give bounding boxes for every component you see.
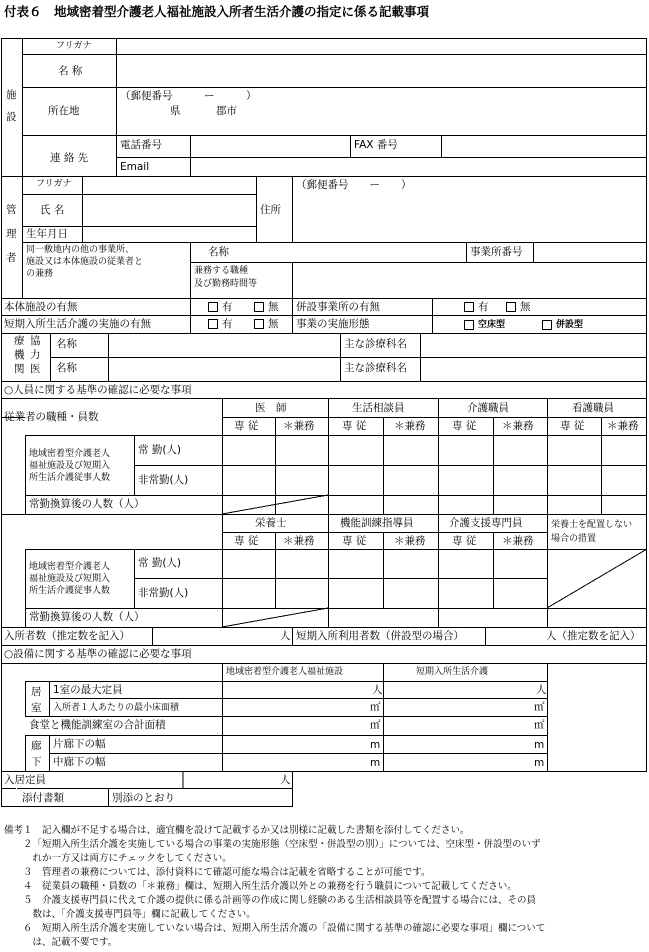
- facility-corridor-one-unit: m: [370, 739, 381, 751]
- capacity-unit: 人: [280, 774, 291, 786]
- facility-phone-label: 電話番号: [120, 139, 162, 151]
- room-area-label: 入所者１人あたりの最小床面積: [53, 703, 180, 713]
- attachment-value: 別添のとおり: [112, 792, 175, 804]
- fte-label-1: 常勤換算後の人数（人）: [29, 498, 145, 510]
- facility-room-max-unit: 人: [372, 684, 383, 696]
- annex-no-label: 無: [520, 301, 531, 313]
- form-vacant-label: 空床型: [478, 320, 506, 330]
- doctor-concurrent-header: ＊兼務: [283, 420, 315, 432]
- facility-fax-label: FAX 番号: [354, 139, 398, 151]
- manager-office-name-label: 名称: [208, 246, 229, 258]
- counselor-full-header: 専 従: [342, 420, 367, 432]
- nutrition-note-label: 栄養士を配置しない 場合の措置: [551, 520, 633, 544]
- facility-corridor-mid-unit: m: [370, 757, 381, 769]
- facility-section-label: 施設: [6, 89, 17, 123]
- room-max-label: 1室の最大定員: [53, 684, 123, 696]
- staff-group-label-1: 地域密着型介護老人 福祉施設及び短期入 所生活介護従事人数: [29, 449, 111, 483]
- facility-prefecture-text: 県: [170, 105, 181, 117]
- facility-furigana-label: フリガナ: [56, 41, 92, 51]
- note-line: は、記載不要です。: [4, 937, 118, 948]
- annex-no-checkbox[interactable]: [506, 302, 516, 312]
- care-concurrent-header: ＊兼務: [502, 420, 534, 432]
- short-stay-no-label: 無: [268, 318, 279, 330]
- doctor-full-header: 専 従: [234, 420, 259, 432]
- trainer-full-header: 専 従: [342, 535, 367, 547]
- manager-concurrent-label: 同一敷地内の他の事業所、 施設又は本体施設の従業者と の兼務: [26, 245, 144, 279]
- form-vacant-checkbox[interactable]: [464, 320, 474, 330]
- medical-dept-1-label: 主な診療科名: [344, 338, 407, 350]
- short-admission-unit: 人（推定数を記入）: [546, 630, 641, 642]
- note-line: ２「短期入所生活介護を実施している場合の事業の実施形態（空床型・併設型の別）」については、空床型・併設型のいず: [4, 839, 541, 850]
- facility-room-area-unit: ㎡: [370, 701, 381, 713]
- note-line: ３ 管理者の兼務については、添付資料にて確認可能な場合は記載を省略することが可能です。: [4, 867, 431, 878]
- facility-city-text: 郡市: [216, 105, 237, 117]
- staff-group-label-2: 地域密着型介護老人 福祉施設及び短期入 所生活介護従事人数: [29, 562, 111, 596]
- medical-char-4: 力: [30, 349, 41, 361]
- fte-label-2: 常勤換算後の人数（人）: [29, 611, 145, 623]
- short-dining-unit: ㎡: [534, 719, 545, 731]
- facility-email-label: Email: [120, 161, 150, 173]
- staff-heading: ○人員に関する基準の確認に必要な事項: [4, 384, 192, 396]
- short-corridor-one-unit: m: [534, 739, 545, 751]
- medical-char-6: 医: [30, 363, 41, 375]
- manager-name-label: 氏 名: [40, 204, 65, 216]
- manager-birthdate-label: 生年月日: [26, 228, 68, 240]
- manager-address-label: 住所: [260, 204, 281, 216]
- facility-dining-unit: ㎡: [370, 719, 381, 731]
- main-facility-no-label: 無: [268, 301, 279, 313]
- form-title: 付表６ 地域密着型介護老人福祉施設入所者生活介護の指定に係る記載事項: [4, 4, 430, 19]
- care-manager-full-header: 専 従: [452, 535, 477, 547]
- manager-section-label: 管理者: [6, 204, 17, 264]
- admission-unit: 人: [280, 630, 291, 642]
- manager-furigana-label: フリガナ: [36, 179, 72, 189]
- note-line: れか一方又は両方にチェックをしてください。: [4, 853, 232, 864]
- counselor-concurrent-header: ＊兼務: [394, 420, 426, 432]
- facility-postal-text: （郵便番号 ー ）: [120, 90, 257, 102]
- nurse-full-header: 専 従: [560, 420, 585, 432]
- short-room-area-unit: ㎡: [534, 701, 545, 713]
- fulltime-label-2: 常 勤(人): [138, 557, 182, 569]
- annex-yes-checkbox[interactable]: [464, 302, 474, 312]
- short-stay-yes-checkbox[interactable]: [208, 319, 218, 329]
- facility-address-label: 所在地: [48, 105, 80, 117]
- main-facility-yes-checkbox[interactable]: [208, 302, 218, 312]
- medical-name-1-label: 名称: [56, 338, 77, 350]
- medical-name-2-label: 名称: [56, 362, 77, 374]
- annex-yes-label: 有: [478, 301, 489, 313]
- role-care-manager-header: 介護支援専門員: [449, 517, 523, 529]
- corridor-char-1: 廊: [31, 740, 42, 752]
- parttime-label-1: 非常勤(人): [138, 474, 189, 486]
- equipment-heading: ○設備に関する基準の確認に必要な事項: [4, 648, 192, 660]
- manager-office-number-label: 事業所番号: [470, 246, 523, 258]
- note-line: 備考１ 記入欄が不足する場合は、適宜欄を設けて記載するか又は別様に記載した書類を添付してください。: [4, 825, 470, 836]
- short-stay-yes-label: 有: [222, 318, 233, 330]
- note-line: ６ 短期入所生活介護を実施していない場合は、短期入所生活介護の「設備に関する基準の確認に必要な事項」欄について: [4, 923, 546, 934]
- main-facility-no-checkbox[interactable]: [254, 302, 264, 312]
- equipment-col-short-stay: 短期入所生活介護: [416, 667, 489, 677]
- short-corridor-mid-unit: m: [534, 757, 545, 769]
- room-char-1: 居: [31, 686, 42, 698]
- room-char-2: 室: [31, 702, 42, 714]
- nurse-concurrent-header: ＊兼務: [607, 420, 639, 432]
- dining-label: 食堂と機能訓練室の合計面積: [29, 719, 166, 731]
- parttime-label-2: 非常勤(人): [138, 587, 189, 599]
- trainer-concurrent-header: ＊兼務: [394, 535, 426, 547]
- role-trainer-header: 機能訓練指導員: [340, 517, 414, 529]
- attachment-label: 添付書類: [22, 792, 64, 804]
- facility-name-label: 名 称: [58, 65, 83, 77]
- role-doctor-header: 医 師: [255, 402, 287, 414]
- nutritionist-concurrent-header: ＊兼務: [283, 535, 315, 547]
- short-stay-no-checkbox[interactable]: [254, 319, 264, 329]
- medical-char-3: 機: [14, 349, 25, 361]
- role-nutritionist-header: 栄養士: [255, 517, 287, 529]
- annex-label: 併設事業所の有無: [296, 301, 380, 313]
- form-annex-label: 併設型: [556, 320, 584, 330]
- care-full-header: 専 従: [452, 420, 477, 432]
- staff-job-count-label: 従業者の職種・員数: [4, 411, 99, 423]
- note-line: 数は、「介護支援専門員等」欄に記載してください。: [4, 909, 256, 920]
- short-stay-form-label: 事業の実施形態: [296, 318, 370, 330]
- corridor-char-2: 下: [31, 756, 42, 768]
- medical-dept-2-label: 主な診療科名: [344, 362, 407, 374]
- short-admission-label: 短期入所利用者数（併設型の場合）: [296, 630, 464, 642]
- facility-contact-label: 連 絡 先: [50, 152, 89, 164]
- equipment-col-facility: 地域密着型介護老人福祉施設: [226, 667, 344, 677]
- manager-postal-text: （郵便番号 ー ）: [296, 179, 412, 191]
- role-care-worker-header: 介護職員: [467, 402, 509, 414]
- medical-char-2: 協: [30, 335, 41, 347]
- corridor-middle-label: 中廊下の幅: [53, 756, 106, 768]
- fulltime-label-1: 常 勤(人): [138, 444, 182, 456]
- admission-label: 入所者数（推定数を記入）: [4, 630, 130, 642]
- care-manager-concurrent-header: ＊兼務: [502, 535, 534, 547]
- nutritionist-full-header: 専 従: [234, 535, 259, 547]
- note-line: ５ 介護支援専門員に代えて介護の提供に係る計画等の作成に関し経験のある生活相談員等を配置する場合には、その員: [4, 895, 537, 906]
- medical-char-1: 療: [14, 335, 25, 347]
- short-stay-label: 短期入所生活介護の実施の有無: [4, 318, 151, 330]
- short-room-max-unit: 人: [536, 684, 547, 696]
- role-nurse-header: 看護職員: [572, 402, 614, 414]
- form-annex-checkbox[interactable]: [542, 320, 552, 330]
- corridor-one-side-label: 片廊下の幅: [53, 738, 106, 750]
- role-counselor-header: 生活相談員: [352, 402, 405, 414]
- medical-char-5: 関: [14, 363, 25, 375]
- note-line: ４ 従業員の職種・員数の「＊兼務」欄は、短期入所生活介護以外との兼務を行う職員について記載してください。: [4, 881, 517, 892]
- main-facility-yes-label: 有: [222, 301, 233, 313]
- main-facility-label: 本体施設の有無: [4, 301, 78, 313]
- manager-duty-label: 兼務する職種 及び勤務時間等: [194, 266, 258, 289]
- capacity-label: 入居定員: [4, 774, 46, 786]
